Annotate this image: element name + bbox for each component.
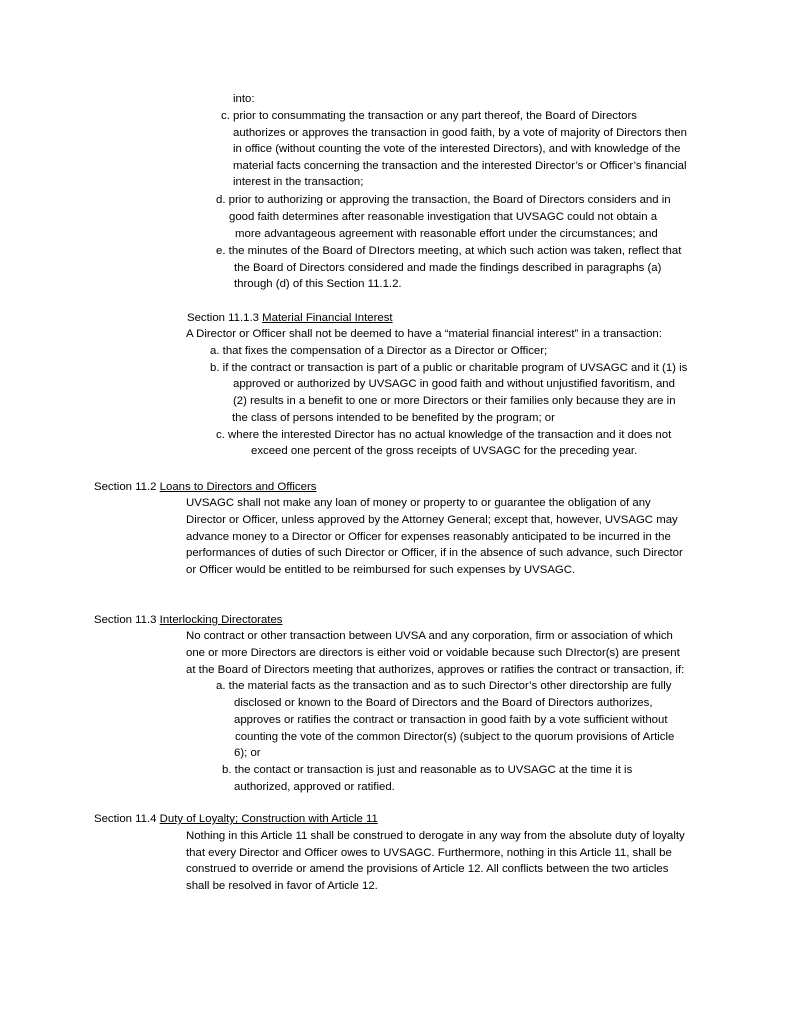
item-a-line: a. that fixes the compensation of a Director as a Director or Officer; — [210, 345, 548, 357]
section-number: Section 11.4 — [94, 813, 160, 825]
item-a-line: a. the material facts as the transaction and as to such Director’s other directorship are fully — [216, 680, 672, 692]
item-e-line: the Board of Directors considered and made the findings described in paragraphs (a) — [234, 262, 662, 274]
paragraph-line: No contract or other transaction between UVSA and any corporation, firm or association of which — [186, 630, 673, 642]
item-a-line: disclosed or known to the Board of Directors and the Board of Directors authorizes, — [234, 697, 653, 709]
paragraph-line: Nothing in this Article 11 shall be construed to derogate in any way from the absolute duty of loyalty — [186, 830, 685, 842]
item-a-line: counting the vote of the common Director(s) (subject to the quorum provisions of Article — [235, 731, 675, 743]
section-11-1-3-heading — [187, 310, 393, 327]
paragraph-line: performances of duties of such Director or Officer, if in the absence of such advance, such Director — [186, 547, 683, 559]
paragraph-line: A Director or Officer shall not be deemed to have a “material financial interest” in a transaction: — [186, 328, 662, 340]
item-a-line: approves or ratifies the contract or transaction in good faith by a vote sufficient without — [234, 714, 668, 726]
item-c-line: c. prior to consummating the transaction or any part thereof, the Board of Directors — [221, 110, 637, 122]
section-title: Interlocking Directorates — [159, 614, 283, 626]
item-c-line: c. where the interested Director has no actual knowledge of the transaction and it does not — [216, 429, 672, 441]
section-11-3-heading — [94, 612, 282, 629]
paragraph-line: Director or Officer, unless approved by the Attorney General; except that, however, UVSAGC may — [186, 514, 678, 526]
item-c-line: material facts concerning the transaction and the interested Director’s or Officer’s financial — [233, 160, 687, 172]
section-11-2-heading — [94, 479, 316, 496]
paragraph-line: that every Director and Officer owes to UVSAGC. Furthermore, nothing in this Article 11, shall be — [186, 847, 672, 859]
section-number: Section 11.1.3 — [187, 312, 263, 324]
paragraph-line: advance money to a Director or Officer for expenses reasonably anticipated to be incurred in the — [186, 531, 671, 543]
paragraph-line: UVSAGC shall not make any loan of money or property to or guarantee the obligation of any — [186, 497, 651, 509]
section-title: Material Financial Interest — [262, 312, 393, 324]
item-e-line: through (d) of this Section 11.1.2. — [234, 278, 402, 290]
item-b-line: the class of persons intended to be benefited by the program; or — [232, 412, 555, 424]
item-c-line: authorizes or approves the transaction in good faith, by a vote of majority of Directors then — [233, 127, 687, 139]
item-b-line: authorized, approved or ratified. — [234, 781, 395, 793]
paragraph-line: at the Board of Directors meeting that authorizes, approves or ratifies the contract or transaction, if: — [186, 664, 685, 676]
section-number: Section 11.3 — [94, 614, 160, 626]
item-a-line: 6); or — [234, 747, 261, 759]
paragraph-line: or Officer would be entitled to be reimbursed for such expenses by UVSAGC. — [186, 564, 576, 576]
item-d-line: more advantageous agreement with reasonable effort under the circumstances; and — [235, 228, 658, 240]
item-b-line: b. the contact or transaction is just and reasonable as to UVSAGC at the time it is — [222, 764, 633, 776]
paragraph-line: one or more Directors are directors is either void or voidable because such DIrector(s) are present — [186, 647, 680, 659]
item-b-line: b. if the contract or transaction is part of a public or charitable program of UVSAGC and it (1) is — [210, 362, 688, 374]
into-line: into: — [233, 93, 255, 105]
section-title: Duty of Loyalty; Construction with Article 11 — [159, 813, 378, 825]
section-number: Section 11.2 — [94, 481, 160, 493]
item-e-line: e. the minutes of the Board of DIrectors meeting, at which such action was taken, reflect that — [216, 245, 682, 257]
item-d-line: good faith determines after reasonable investigation that UVSAGC could not obtain a — [229, 211, 658, 223]
section-11-4-heading — [94, 811, 378, 828]
item-c-line: exceed one percent of the gross receipts of UVSAGC for the preceding year. — [251, 445, 638, 457]
paragraph-line: construed to override or amend the provisions of Article 12. All conflicts between the two articles — [186, 863, 669, 875]
item-b-line: (2) results in a benefit to one or more Directors or their families only because they are in — [233, 395, 676, 407]
item-d-line: d. prior to authorizing or approving the transaction, the Board of Directors considers and in — [216, 194, 671, 206]
item-b-line: approved or authorized by UVSAGC in good faith and without unjustified favoritism, and — [233, 378, 675, 390]
item-c-line: in office (without counting the vote of the interested Directors), and with knowledge of the — [233, 143, 681, 155]
paragraph-line: shall be resolved in favor of Article 12. — [186, 880, 378, 892]
section-title: Loans to Directors and Officers — [159, 481, 317, 493]
item-c-line: interest in the transaction; — [233, 176, 364, 188]
